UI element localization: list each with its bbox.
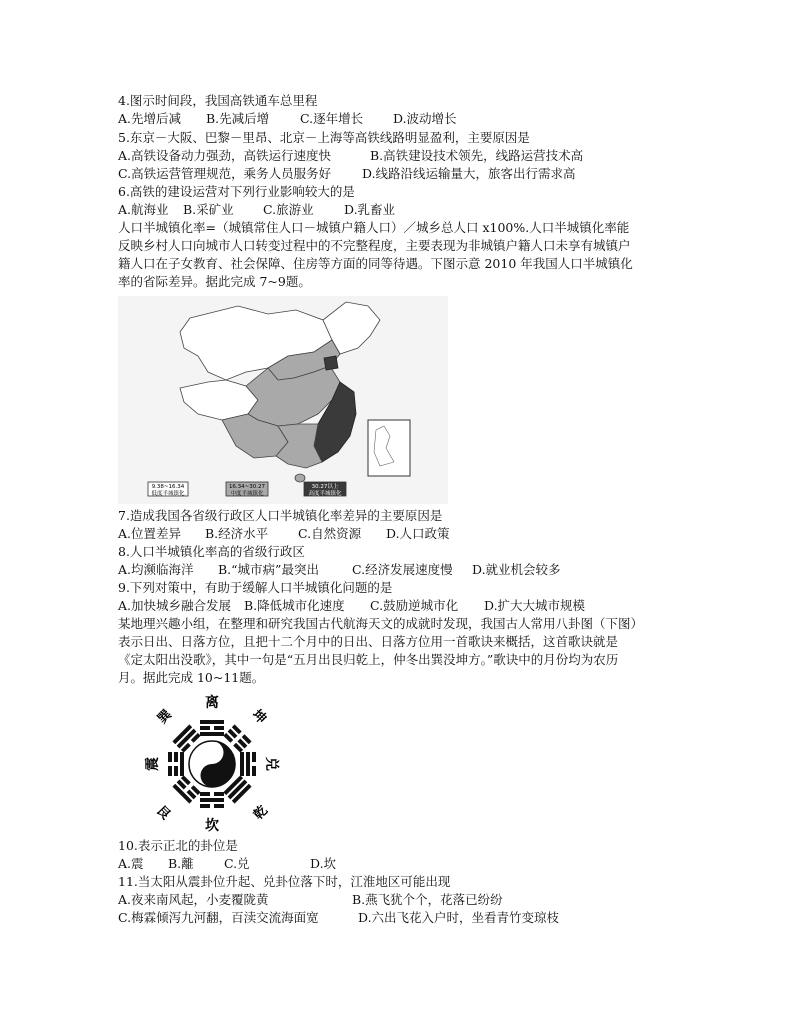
passage2-line-2: 表示日出、日落方位，且把十二个月中的日出、日落方位用一首歌诀来概括，这首歌诀就是 [118, 634, 619, 649]
q7-option-c: C.自然资源 [298, 526, 362, 541]
q4-option-c: C.逐年增长 [300, 111, 364, 126]
bagua-label-bottom-left: 艮 [153, 803, 173, 823]
q7-stem: 7.造成我国各省级行政区人口半城镇化率差异的主要原因是 [118, 508, 443, 523]
q11-stem: 11.当太阳从震卦位升起、兑卦位落下时，江淮地区可能出现 [118, 874, 451, 889]
passage1-line-1: 人口半城镇化率=（城镇常住人口－城镇户籍人口）／城乡总人口 x100%.人口半城镇化率能 [118, 220, 630, 235]
q9-option-a: A.加快城乡融合发展 [118, 598, 232, 613]
bagua-diagram [142, 694, 282, 834]
q10-option-c: C.兑 [224, 856, 250, 871]
q6-option-c: C.旅游业 [263, 202, 314, 217]
trigram-li-icon [200, 720, 224, 736]
bagua-label-top-right: 坤 [249, 707, 269, 727]
q10-option-a: A.震 [118, 856, 144, 871]
q10-option-d: D.坎 [310, 856, 337, 871]
q8-option-d: D.就业机会较多 [472, 562, 561, 577]
q10-option-b: B.離 [168, 856, 194, 871]
china-map-figure [118, 296, 448, 504]
q11-option-b: B.燕飞犹个个，花落已纷纷 [352, 892, 503, 907]
q10-stem: 10.表示正北的卦位是 [118, 838, 238, 853]
legend-range-medium: 16.34~30.27 [228, 484, 266, 490]
q4-stem: 4.图示时间段，我国高铁通车总里程 [118, 93, 318, 108]
q5-option-c: C.高铁运营管理规范，乘务人员服务好 [118, 166, 332, 181]
passage2-line-1: 某地理兴趣小组，在整理和研究我国古代航海天文的成就时发现，我国古人常用八卦图（下图） [118, 616, 644, 631]
passage1-line-2: 反映乡村人口向城市人口转变过程中的不完整程度，主要表现为非城镇户籍人口未享有城镇户 [118, 238, 631, 253]
q8-option-a: A.均濒临海洋 [118, 562, 194, 577]
bagua-label-left: 震 [145, 757, 161, 771]
q8-option-c: C.经济发展速度慢 [352, 562, 453, 577]
bagua-label-top: 离 [205, 695, 219, 711]
q6-option-d: D.乳畜业 [344, 202, 396, 217]
q4-option-d: D.波动增长 [393, 111, 457, 126]
q5-option-d: D.线路沿线运输量大，旅客出行需求高 [362, 166, 576, 181]
q11-option-d: D.六出飞花入户时，坐看青竹变琼枝 [358, 910, 560, 925]
bagua-label-bottom: 坎 [205, 818, 219, 834]
map-legend [148, 482, 346, 497]
map-region-beijing [324, 356, 338, 370]
china-map [118, 296, 448, 504]
q6-stem: 6.高铁的建设运营对下列行业影响较大的是 [118, 184, 355, 199]
q9-option-b: B.降低城市化速度 [244, 598, 345, 613]
q8-stem: 8.人口半城镇化率高的省级行政区 [118, 544, 305, 559]
trigram-kan-icon [200, 792, 224, 808]
trigram-dui-icon [240, 752, 256, 776]
trigram-zhen-icon [168, 752, 184, 776]
taiji-symbol [189, 741, 235, 787]
bagua-figure [142, 694, 282, 834]
q4-option-a: A.先增后减 [118, 111, 182, 126]
legend-label-medium: 中度半城镇化 [230, 491, 264, 497]
passage2-line-3: 《定太阳出没歌》，其中一句是“五月出艮归乾上，仲冬出巽没坤方。”歌诀中的月份均为农历 [118, 652, 619, 667]
q5-option-b: B.高铁建设技术领先，线路运营技术高 [370, 148, 584, 163]
legend-range-low: 9.38~16.34 [151, 484, 185, 490]
q4-option-b: B.先减后增 [206, 111, 270, 126]
map-region-hainan [295, 474, 305, 482]
bagua-label-top-left: 巽 [155, 707, 175, 727]
q7-option-a: A.位置差异 [118, 526, 182, 541]
bagua-label-right: 兑 [263, 757, 279, 771]
bagua-label-bottom-right: 乾 [251, 803, 271, 823]
passage1-line-4: 率的省际差异。据此完成 7~9题。 [118, 274, 311, 289]
passage1-line-3: 籍人口在子女教育、社会保障、住房等方面的同等待遇。下图示意 2010 年我国人口半城镇化 [118, 256, 633, 271]
q5-option-a: A.高铁设备动力强劲，高铁运行速度快 [118, 148, 332, 163]
q7-option-d: D.人口政策 [386, 526, 450, 541]
q9-stem: 9.下列对策中，有助于缓解人口半城镇化问题的是 [118, 580, 393, 595]
q11-option-a: A.夜来南风起，小麦覆陇黄 [118, 892, 269, 907]
legend-label-low: 低度半城镇化 [151, 491, 185, 497]
passage2-line-4: 月。据此完成 10~11题。 [118, 670, 265, 685]
legend-range-high: 30.27以上 [311, 484, 339, 490]
q6-option-b: B.采矿业 [183, 202, 234, 217]
q5-stem: 5.东京－大阪、巴黎－里昂、北京－上海等高铁线路明显盈利，主要原因是 [118, 130, 530, 145]
q7-option-b: B.经济水平 [205, 526, 269, 541]
legend-label-high: 高度半城镇化 [308, 491, 342, 497]
q9-option-d: D.扩大大城市规模 [484, 598, 586, 613]
q11-option-c: C.梅霖倾泻九河翻，百渎交流海面宽 [118, 910, 319, 925]
q6-option-a: A.航海业 [118, 202, 169, 217]
q8-option-b: B.“城市病”最突出 [218, 562, 319, 577]
q9-option-c: C.鼓励逆城市化 [370, 598, 459, 613]
